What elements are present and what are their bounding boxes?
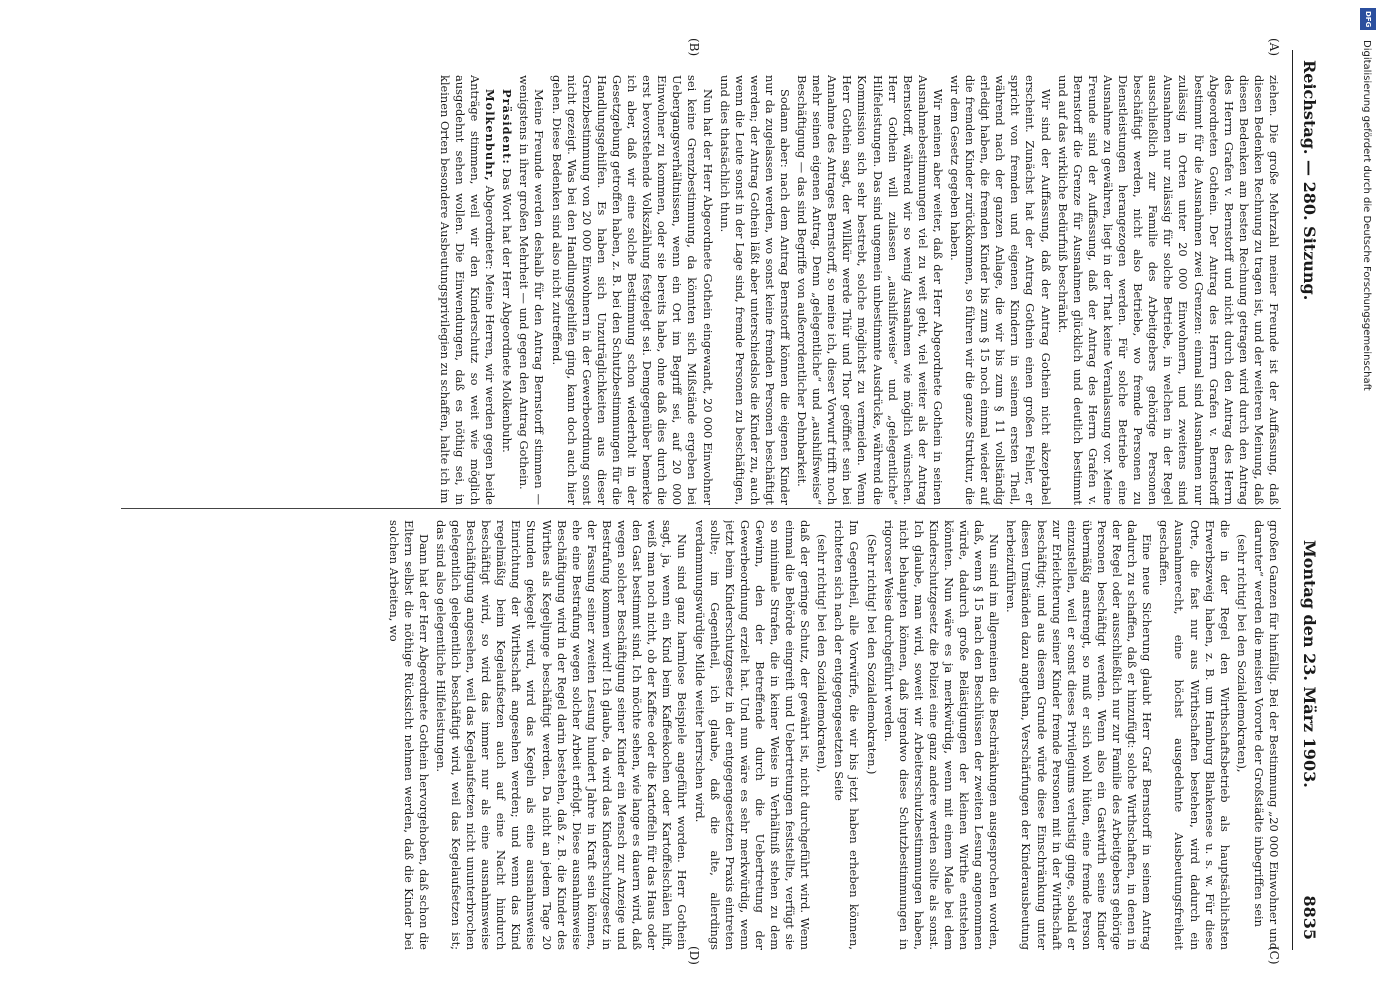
right-paragraph: Nun sind im allgemeinen die Beschränkungen ausgesprochen worden, daß, wenn § 15 nach den Beschlüssen der zweiten Lesung angenommen würde, dadurch große Belästigungen der kleinen Wirthe entstehen könnten. Nun wäre es ja merkwürdig, wenn mit einem Male bei dem Kinderschutzgesetz die Polizei eine ganz andere werden sollte als sonst. Ich glaube, man wird, soweit wir Arbeiterschutzbestimmungen haben, nicht behaupten können, daß irgendwo diese Schutzbestimmungen in rigoroser Weise durchgeführt werden. (881, 520, 1002, 950)
column-divider (121, 508, 1281, 509)
left-paragraph: Sodann aber: nach dem Antrag Bernstorff können die eigenen Kinder nur da zugelassen werden, wo sonst keine fremden Personen beschäftigt werden; der Antrag Gothein läßt aber unterschiedslos die Kinder zu, auch wenn die Leute sonst in der Lage sind, fremde Personen zu beschäftigen, und dies thatsächlich thun. (717, 75, 792, 505)
right-paragraph: die in der Regel den Wirthschaftsbetrieb als hauptsächlichsten Erwerbszweig haben, z. B. um Hamburg Blankenese u. s. w. Für diese Orte, die fast nur aus Wirthschaften bestehen, wird dadurch ein Ausnahmerecht, eine höchst ausgedehnte Ausbeutungsfreiheit geschaffen. (1157, 520, 1232, 950)
header-left: Reichstag. — 280. Sitzung. (1300, 60, 1319, 301)
right-paragraph: Nun sind ganz harmlose Beispiele angeführt worden. Herr Gothein sagt, ja, wenn ein Kind beim Kaffeekochen oder Kartoffelschälen hilft, weiß man noch nicht, ob der Kaffee oder die Kartoffeln für das Haus oder den Gast bestimmt sind. Ich möchte sehen, wie lange es dauern wird, daß wegen solcher Beschäftigung seiner Kinder ein Mensch zur Anzeige und Bestrafung kommen wird! Ich glaube, da wird das Kinderschutzgesetz in der Fassung seiner zweiten Lesung hundert Jahre in Kraft sein können, ehe eine Bestrafung wegen solcher Arbeit erfolgt. Diese ausnahmsweise Beschäftigung wird in der Regel darin bestehen, daß z. B. die Kinder des Wirthes als Kegeljunge beschäftigt werden. Da nicht an jedem Tage 20 Stunden gekegelt wird, wird das Kegeln als eine ausnahmsweise Einrichtung der Wirthschaft angesehen werden; und wenn das Kind regelmäßig beim Kegelaufsetzen auch auf eine Nacht hindurch beschäftigt wird, so wird das immer nur als eine ausnahmsweise Beschäftigung angesehen, weil das Kegelaufsetzen nicht ununterbrochen gelegentlich gelegentlich beschäftigt wird, weil das Kegelaufsetzen ist; das sind also gelegentliche Hilfeleistungen. (433, 520, 690, 950)
credit-sidebar (1352, 10, 1376, 990)
margin-mark-c: (C) (1267, 946, 1281, 965)
right-paragraph: (Sehr richtig! bei den Sozialdemokraten.) (864, 534, 879, 775)
left-paragraph: Wir meinen aber weiter, daß der Herr Abgeordnete Gothein in seinen Ausnahmebestimmungen viel zu weit geht, viel weiter als der Antrag Bernstorff, während wir so wenig Ausnahmen wie möglich wünschen. Herr Gothein will zulassen „aushilfsweise“ und „gelegentliche“ Hilfeleistungen. Das sind ungemein unbestimmte Ausdrücke, während die Kommission sich sehr bestrebt, solche möglichst zu vermeiden. Wenn Herr Gothein sagt, der Willkür werde Thür und Thor geöffnet sein bei Annahme des Antrages Bernstorff, so meine ich, dieser Vorwurf trifft noch mehr seinen eigenen Antrag. Denn „gelegentliche“ und „aushilfsweise“ Beschäftigung — das sind Begriffe von außerordentlicher Dehnbarkeit. (795, 75, 945, 505)
margin-mark-b: (B) (687, 38, 701, 57)
left-paragraph: Nun hat der Herr Abgeordnete Gothein eingewandt, 20 000 Einwohner sei keine Grenzbestimmung, da könnten sich Mißstände ergeben bei Uebergangsverhältnissen, wenn ein Ort im Begriff sei, auf 20 000 Einwohner zu kommen, oder sie bereits habe, ohne daß dies durch die erst bevorstehende Volkszählung festgelegt sei. Demgegenüber bemerke ich aber, daß wir eine solche Bestimmung schon wiederholt in der Gesetzgebung getroffen haben, z. B. bei den Schutzbestimmungen für die Handlungsgehilfen. Es haben sich Unzuträglichkeiten aus dieser Grenzbestimmung von 20 000 Einwohnern in der Gewerbeordnung sonst nicht gezeigt. Was bei den Handlungsgehilfen ging, kann doch auch hier gehen. Diese Bedenken sind also nicht zutreffend. (549, 75, 715, 505)
right-paragraph: Eine neue Sicherung glaubt Herr Graf Bernstorff in seinem Antrag dadurch zu schaffen, daß er hinzufügt: solche Wirthschaften, in denen in der Regel oder ausschließlich nur zur Familie des Arbeitgebers gehörige Personen beschäftigt werden. Wenn also ein Gastwirth seine Kinder übermäßig anstrengt, so muß er sich wohl hüten, eine fremde Person einzustellen, weil er sonst dieses Privilegiums verlustig ginge, sobald er zur Erleichterung seiner Kinder fremde Personen mit in der Wirthschaft beschäftigt; und aus diesem Grunde würde diese Einschränkung unter diesen Umständen dazu angethan, Verschärfungen der Kinderausbeutung herbeizuführen. (1004, 520, 1155, 950)
rotated-page (81, 20, 1341, 980)
credit-text: Digitalisierung gefördert durch die Deutsche Forschungsgemeinschaft (1361, 40, 1372, 391)
left-paragraph: Wir sind der Auffassung, daß der Antrag Gothein nicht akzeptabel erscheint. Zunächst hat der Antrag Gothein einen großen Fehler, er spricht von fremden und eigenen Kindern in seinem ersten Theil, während nach der ganzen Anlage, die wir bis zum § 11 vollständig erledigt haben, die fremden Kinder bis zum § 15 noch einmal wieder auf die fremden Kinder zurückkommen, so führen wir die ganze Struktur, die wir dem Gesetz gegeben haben. (948, 75, 1053, 505)
left-paragraph: Meine Freunde werden deshalb für den Antrag Bernstorff stimmen — wenigstens in ihrer großen Mehrheit — und gegen den Antrag Gothein. (517, 75, 547, 505)
margin-mark-a: (A) (1267, 38, 1281, 57)
right-paragraph: Im Gegentheil, alle Vorwürfe, die wir bis jetzt haben erheben können, richteten sich nach der entgegengesetzten Seite (832, 520, 862, 950)
header-date: Montag den 23. März 1903. (1300, 540, 1319, 788)
right-column (111, 520, 1281, 950)
right-paragraph: Dann hat der Herr Abgeordnete Gothein hervorgehoben, daß schon die Eltern selbst die nöthige Rücksicht nehmen werden, daß die Kinder bei solchen Arbeiten, wo (386, 520, 431, 950)
running-head (1291, 20, 1319, 980)
right-paragraph: großen Ganzen für hinfällig. Bei der Bestimmung „20 000 Einwohner und darunter“ werden die meisten Vororte der Großstädte inbegriffen sein (1251, 520, 1281, 950)
margin-mark-d: (D) (687, 946, 701, 965)
molkenbuhr-text: Abgeordneter: Meine Herren, wir werden gegen beide Anträge stimmen, weil wir den Kinderschutz so weit wie möglich ausgedehnt sehen wollen. Die Einwendungen, daß es nöthig sei, in kleinen Orten besondere Ausbeutungsprivilegien zu schaffen, halte ich im (437, 75, 498, 505)
left-column (111, 75, 1281, 505)
right-paragraph: (sehr richtig! bei den Sozialdemokraten), (1234, 534, 1249, 773)
president-text: Das Wort hat der Herr Abgeordnete Molkenbuhr. (500, 168, 515, 453)
speaker-molkenbuhr: Molkenbuhr, (483, 89, 498, 182)
page-number: 8835 (1300, 895, 1319, 940)
right-paragraph: daß der geringe Schutz, der gewährt ist, nicht durchgeführt wird. Wenn einmal die Behörde eingreift und Uebertretungen feststellte, verfügt sie so minimale Strafen, die in keiner Weise in Verhältniß stehen zu dem Gewinn, den der Betreffende durch die Uebertretung der Gewerbeordnung erzielt hat. Und nun wäre es sehr merkwürdig, wenn jetzt beim Kinderschutzgesetz in der entgegengesetzten Praxis eintreten sollte; im Gegentheil, ich glaube, daß die alte, allerdings verdammungswürdige Milde weiter herrschen wird. (692, 520, 813, 950)
left-paragraph: ziehen. Die große Mehrzahl meiner Freunde ist der Auffassung, daß diesen Bedenken Rechnung zu tragen ist, und der weiteren Meinung, daß diesen Bedenken am besten Rechnung getragen wird durch den Antrag des Herrn Grafen v. Bernstorff und nicht durch den Antrag des Herrn Abgeordneten Gothein. Der Antrag des Herrn Grafen v. Bernstorff bestimmt für die Ausnahmen zwei Grenzen: einmal sind Ausnahmen nur zulässig in Orten unter 20 000 Einwohnern, und zweitens sind Ausnahmen nur zulässig für solche Betriebe, in welchen in der Regel ausschließlich zur Familie des Arbeitgebers gehörige Personen beschäftigt werden, nicht also Betriebe, wo fremde Personen zu Dienstleistungen herangezogen werden. Für solche Betriebe eine Ausnahme zu gewähren, liegt in der That keine Veranlassung vor. Meine Freunde sind der Auffassung, daß der Antrag des Herrn Grafen v. Bernstorff die Grenze für Ausnahmen glücklich und deutlich bestimmt und auf das wirkliche Bedürfniß beschränkt. (1055, 75, 1281, 505)
speaker-president: Präsident: (500, 89, 515, 165)
dfg-logo: DFG (1360, 8, 1376, 30)
right-paragraph: (sehr richtig! bei den Sozialdemokraten), (815, 534, 830, 773)
president-paragraph (499, 75, 514, 505)
molkenbuhr-paragraph (437, 75, 497, 505)
header-rule (1292, 50, 1293, 950)
